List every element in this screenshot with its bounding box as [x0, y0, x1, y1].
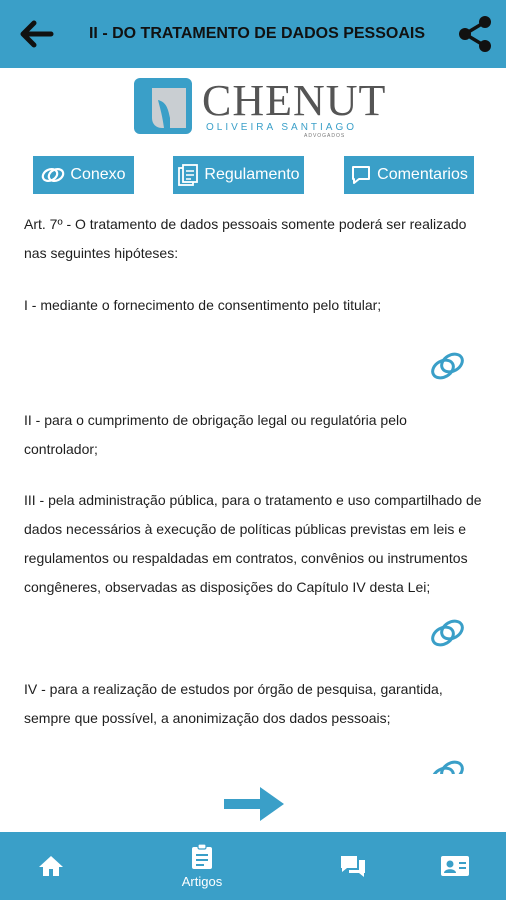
logo-mark-icon	[134, 78, 192, 134]
nav-home[interactable]	[26, 832, 76, 900]
company-logo	[134, 76, 387, 142]
article-intro: Art. 7º - O tratamento de dados pessoais somente poderá ser realizado nas seguintes hipóteses:	[24, 216, 467, 261]
nav-contact[interactable]	[430, 832, 480, 900]
article-item-2: II - para o cumprimento de obrigação legal ou regulatória pelo controlador;	[24, 412, 407, 457]
document-icon	[177, 164, 199, 186]
arrow-left-icon	[20, 20, 54, 48]
tab-conexo[interactable]	[33, 156, 134, 194]
link-icon	[430, 758, 466, 774]
tab-regulamento[interactable]	[173, 156, 304, 194]
related-link-button-1[interactable]	[430, 350, 466, 382]
share-icon	[455, 14, 495, 54]
arrow-right-icon	[222, 783, 286, 825]
next-article-button[interactable]	[222, 783, 286, 825]
article-item-4: IV - para a realização de estudos por órgão de pesquisa, garantida, sempre que possível, a anonimização dos dados pessoais;	[24, 681, 443, 726]
link-icon	[430, 617, 466, 649]
logo-name: CHENUT	[202, 76, 387, 125]
nav-artigos[interactable]	[172, 832, 232, 900]
home-icon	[38, 854, 64, 878]
link-icon	[430, 350, 466, 382]
back-button[interactable]	[20, 20, 54, 48]
bottom-navigation	[0, 832, 506, 900]
clipboard-icon	[191, 844, 213, 870]
nav-chat[interactable]	[328, 832, 378, 900]
page-title: II - DO TRATAMENTO DE DADOS PESSOAIS	[88, 25, 426, 42]
chat-icon	[339, 854, 367, 878]
related-link-button-3[interactable]	[430, 617, 466, 649]
app-header	[0, 0, 506, 68]
article-item-3: III - pela administração pública, para o tratamento e uso compartilhado de dados necessários à execução de políticas públicas previstas em leis e regulamentos ou respaldadas em contratos, convênios ou instrumentos congêneres, observadas as disposições do Capítulo IV desta Lei;	[24, 492, 482, 595]
tab-regulamento-label: Regulamento	[204, 166, 300, 183]
link-icon	[41, 165, 65, 185]
article-item-1: I - mediante o fornecimento de consentimento pelo titular;	[24, 297, 382, 313]
tab-conexo-label: Conexo	[70, 166, 126, 183]
nav-artigos-label: Artigos	[181, 873, 223, 889]
related-link-button-4[interactable]	[430, 758, 466, 774]
contact-card-icon	[440, 854, 470, 878]
logo-subtitle: OLIVEIRA SANTIAGO	[206, 122, 358, 133]
tab-comentarios-label: Comentarios	[377, 166, 468, 183]
share-button[interactable]	[455, 14, 495, 54]
logo-tagline: ADVOGADOS	[304, 133, 346, 139]
comment-icon	[350, 164, 372, 186]
tab-comentarios[interactable]	[344, 156, 474, 194]
